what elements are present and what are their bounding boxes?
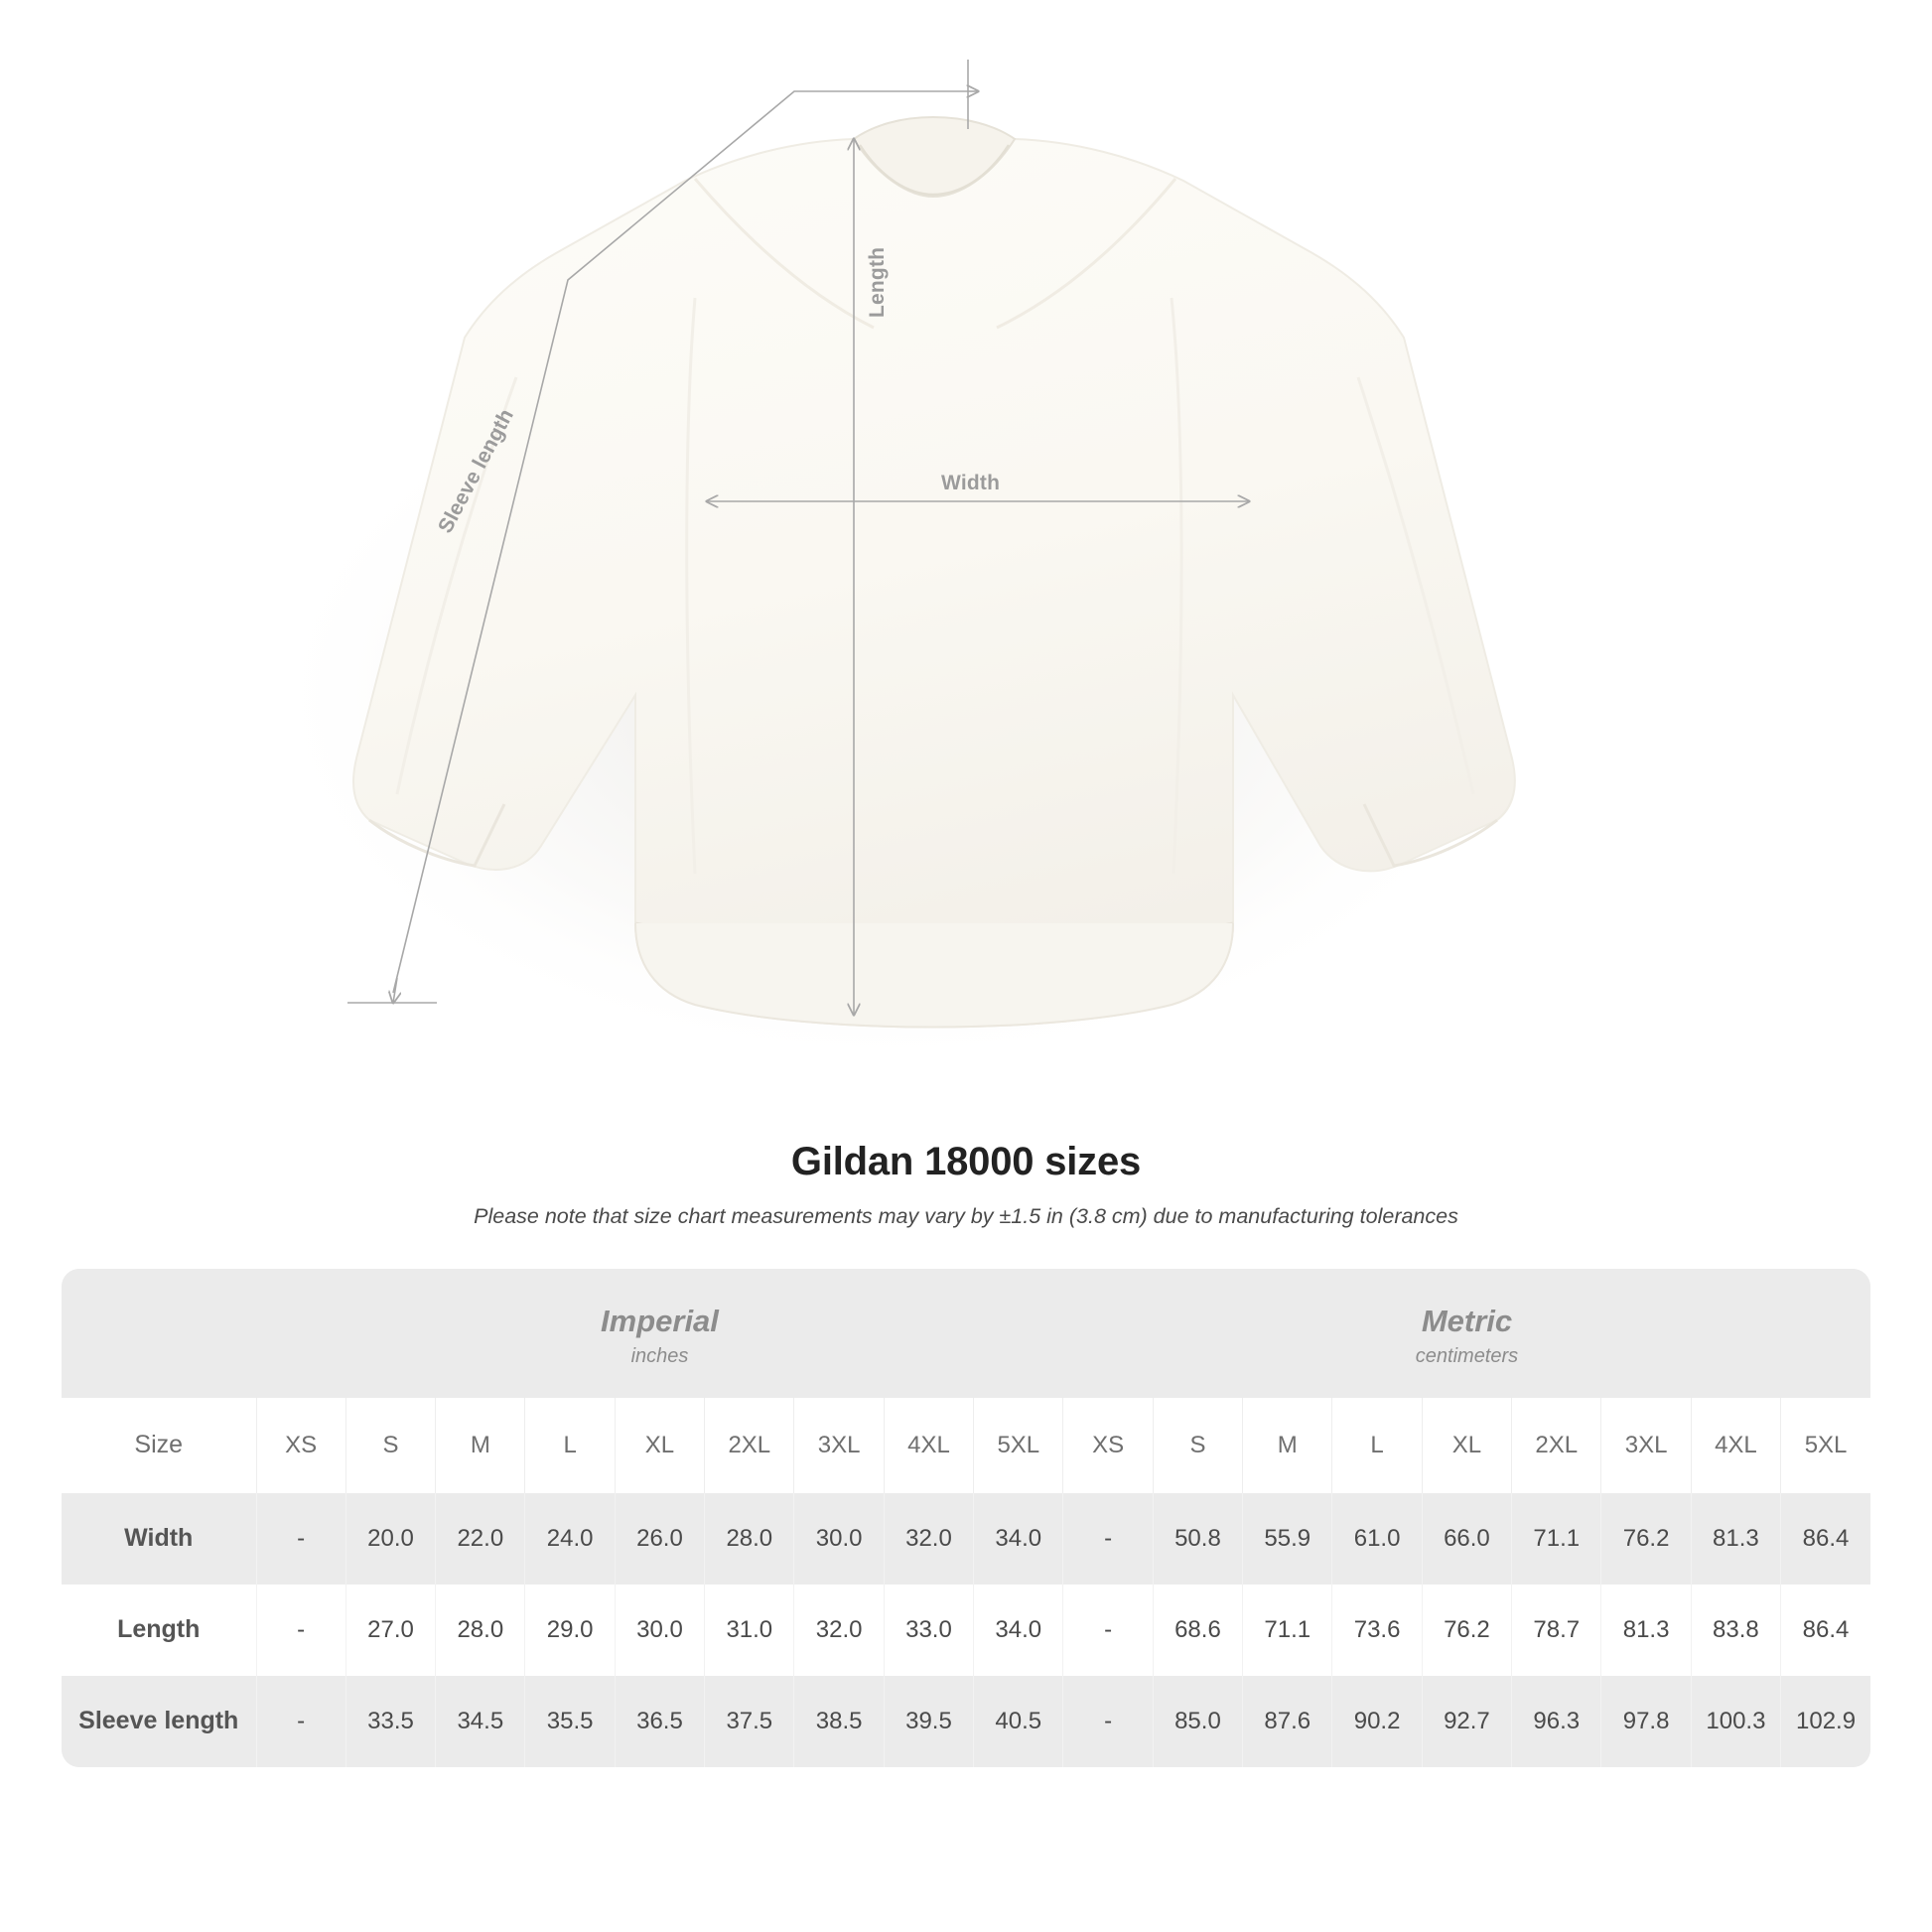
cell-sleeve-13: 92.7 [1422, 1676, 1511, 1767]
cell-width-11: 55.9 [1243, 1493, 1332, 1585]
header-size-14: 2XL [1512, 1398, 1601, 1493]
cell-length-15: 81.3 [1601, 1585, 1691, 1676]
length-label: Length [866, 246, 889, 318]
header-size-10: S [1153, 1398, 1242, 1493]
table-row [62, 1676, 1870, 1767]
header-size-1: S [345, 1398, 435, 1493]
header-size-4: XL [615, 1398, 704, 1493]
width-label: Width [941, 472, 1001, 494]
cell-length-1: 27.0 [345, 1585, 435, 1676]
row-label-width: Width [62, 1493, 256, 1585]
cell-sleeve-3: 35.5 [525, 1676, 615, 1767]
cell-width-16: 81.3 [1691, 1493, 1780, 1585]
header-size-0: XS [256, 1398, 345, 1493]
header-size-7: 4XL [884, 1398, 973, 1493]
cell-width-17: 86.4 [1781, 1493, 1870, 1585]
cell-length-14: 78.7 [1512, 1585, 1601, 1676]
cell-length-17: 86.4 [1781, 1585, 1870, 1676]
size-chart-table-wrap [62, 1269, 1870, 1767]
cell-width-0: - [256, 1493, 345, 1585]
size-header-row [62, 1398, 1870, 1493]
row-label-length: Length [62, 1585, 256, 1676]
row-label-sleeve-length: Sleeve length [62, 1676, 256, 1767]
cell-sleeve-5: 37.5 [705, 1676, 794, 1767]
unit-sub-imperial: inches [630, 1344, 689, 1367]
cell-length-9: - [1063, 1585, 1153, 1676]
cell-sleeve-10: 85.0 [1153, 1676, 1242, 1767]
cell-width-15: 76.2 [1601, 1493, 1691, 1585]
cell-length-5: 31.0 [705, 1585, 794, 1676]
header-size: Size [62, 1398, 256, 1493]
sleeve-length-label: Sleeve length [434, 405, 519, 537]
cell-sleeve-1: 33.5 [345, 1676, 435, 1767]
cell-sleeve-17: 102.9 [1781, 1676, 1870, 1767]
cell-width-9: - [1063, 1493, 1153, 1585]
cell-sleeve-6: 38.5 [794, 1676, 884, 1767]
table-row [62, 1585, 1870, 1676]
tolerance-note: Please note that size chart measurements may vary by ±1.5 in (3.8 cm) due to manufacturing tolerances [474, 1204, 1458, 1228]
unit-sub-metric: centimeters [1415, 1344, 1519, 1367]
header-size-6: 3XL [794, 1398, 884, 1493]
title-block [0, 1140, 1932, 1229]
header-size-16: 4XL [1691, 1398, 1780, 1493]
unit-group-metric [1063, 1269, 1870, 1398]
unit-name-imperial: Imperial [601, 1304, 719, 1338]
cell-length-3: 29.0 [525, 1585, 615, 1676]
cell-width-1: 20.0 [345, 1493, 435, 1585]
header-size-17: 5XL [1781, 1398, 1870, 1493]
header-size-8: 5XL [974, 1398, 1063, 1493]
cell-sleeve-9: - [1063, 1676, 1153, 1767]
cell-width-4: 26.0 [615, 1493, 704, 1585]
size-chart-table [62, 1269, 1870, 1767]
cell-width-14: 71.1 [1512, 1493, 1601, 1585]
cell-length-2: 28.0 [436, 1585, 525, 1676]
header-size-12: L [1332, 1398, 1422, 1493]
cell-sleeve-7: 39.5 [884, 1676, 973, 1767]
unit-header-row [62, 1269, 1870, 1398]
cell-sleeve-16: 100.3 [1691, 1676, 1780, 1767]
cell-length-13: 76.2 [1422, 1585, 1511, 1676]
cell-sleeve-12: 90.2 [1332, 1676, 1422, 1767]
cell-sleeve-15: 97.8 [1601, 1676, 1691, 1767]
cell-width-10: 50.8 [1153, 1493, 1242, 1585]
page-title: Gildan 18000 sizes [790, 1140, 1142, 1183]
cell-width-5: 28.0 [705, 1493, 794, 1585]
header-size-11: M [1243, 1398, 1332, 1493]
cell-length-7: 33.0 [884, 1585, 973, 1676]
cell-length-0: - [256, 1585, 345, 1676]
cell-width-12: 61.0 [1332, 1493, 1422, 1585]
cell-length-4: 30.0 [615, 1585, 704, 1676]
cell-length-10: 68.6 [1153, 1585, 1242, 1676]
cell-length-16: 83.8 [1691, 1585, 1780, 1676]
table-row [62, 1493, 1870, 1585]
cell-length-8: 34.0 [974, 1585, 1063, 1676]
header-size-13: XL [1422, 1398, 1511, 1493]
cell-width-3: 24.0 [525, 1493, 615, 1585]
cell-sleeve-0: - [256, 1676, 345, 1767]
header-size-9: XS [1063, 1398, 1153, 1493]
cell-width-6: 30.0 [794, 1493, 884, 1585]
header-size-2: M [436, 1398, 525, 1493]
cell-sleeve-8: 40.5 [974, 1676, 1063, 1767]
cell-sleeve-14: 96.3 [1512, 1676, 1601, 1767]
cell-length-12: 73.6 [1332, 1585, 1422, 1676]
cell-sleeve-2: 34.5 [436, 1676, 525, 1767]
cell-length-6: 32.0 [794, 1585, 884, 1676]
cell-width-2: 22.0 [436, 1493, 525, 1585]
cell-width-7: 32.0 [884, 1493, 973, 1585]
unit-header-spacer [62, 1269, 256, 1398]
cell-width-8: 34.0 [974, 1493, 1063, 1585]
header-size-3: L [525, 1398, 615, 1493]
cell-sleeve-4: 36.5 [615, 1676, 704, 1767]
unit-group-imperial [256, 1269, 1063, 1398]
header-size-15: 3XL [1601, 1398, 1691, 1493]
cell-length-11: 71.1 [1243, 1585, 1332, 1676]
unit-name-metric: Metric [1421, 1304, 1513, 1338]
header-size-5: 2XL [705, 1398, 794, 1493]
cell-sleeve-11: 87.6 [1243, 1676, 1332, 1767]
cell-width-13: 66.0 [1422, 1493, 1511, 1585]
